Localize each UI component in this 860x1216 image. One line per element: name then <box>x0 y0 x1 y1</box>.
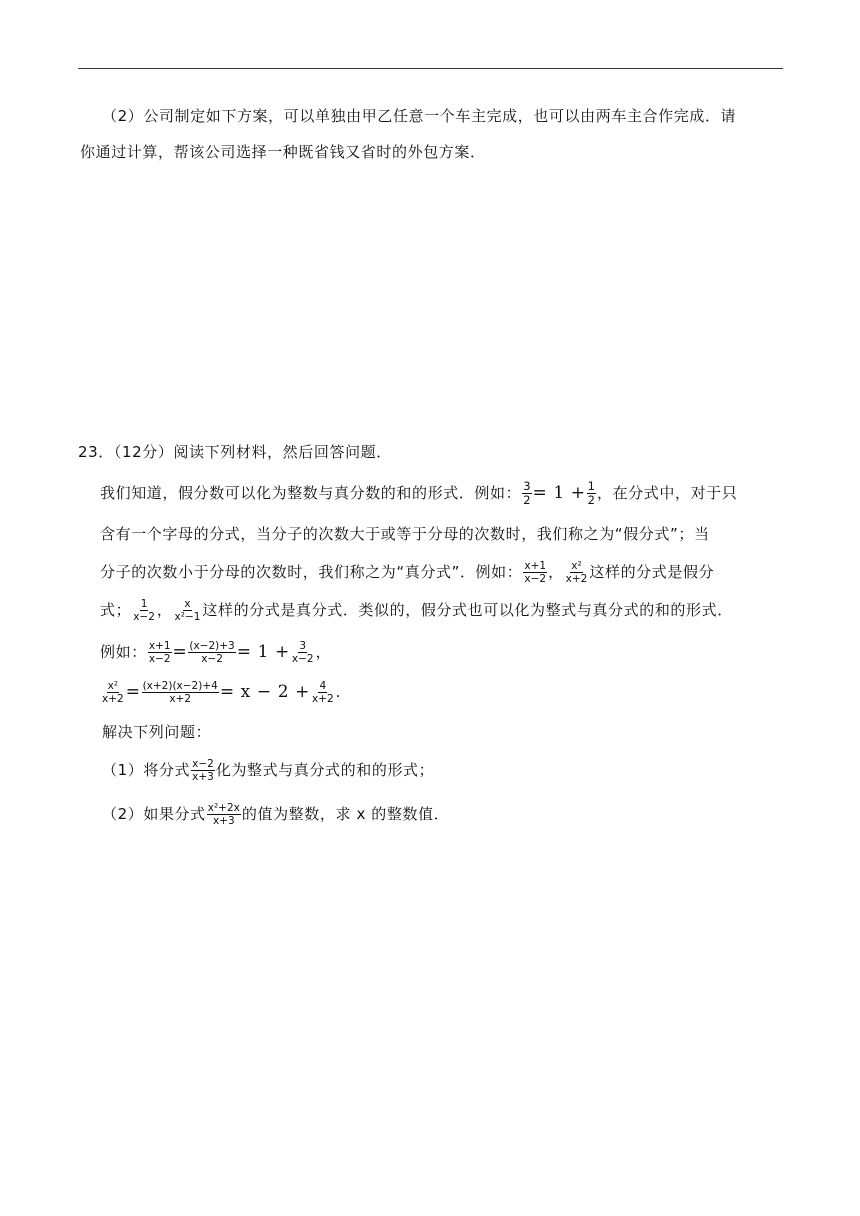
fraction-numerator: 1 <box>140 598 148 610</box>
fraction-numerator: x² <box>571 560 582 572</box>
fraction-middle <box>142 680 219 705</box>
q23-header: 23．（12分）阅读下列材料，然后回答问题． <box>78 443 392 461</box>
example-label: 例如： <box>100 643 147 661</box>
fraction-numerator: 4 <box>319 680 327 692</box>
q23-line1-text-a: 我们知道，假分数可以化为整数与真分数的和的形式．例如： <box>100 484 522 502</box>
fraction-denominator: x+2 <box>102 693 124 705</box>
fraction-denominator: x²−1 <box>174 611 201 623</box>
q22-part2-line2: 你通过计算，帮该公司选择一种既省钱又省时的外包方案． <box>80 143 486 161</box>
fraction-lhs <box>101 680 125 705</box>
fraction-rhs <box>291 640 315 665</box>
fraction-denominator: x+2 <box>565 573 588 585</box>
fraction-x2-plus-2x-over-x-plus-3 <box>207 802 241 827</box>
comma: ， <box>315 643 332 661</box>
fraction-numerator: 3 <box>523 479 531 493</box>
equals-sign: = <box>172 642 188 662</box>
fraction-x-plus-1-over-x-minus-2 <box>523 560 547 585</box>
fraction-denominator: x−2 <box>133 611 155 623</box>
fraction-denominator: x+2 <box>311 693 334 705</box>
fraction-denominator: x+3 <box>212 815 235 827</box>
period: . <box>335 683 342 701</box>
q23-part2-text-b: 的值为整数，求 x 的整数值． <box>241 805 450 823</box>
fraction-numerator: x+1 <box>148 640 171 652</box>
fraction-denominator: 2 <box>587 493 595 507</box>
q23-line1-text-b: ，在分式中，对于只 <box>596 484 738 502</box>
equals-one-plus: = 1 + <box>236 642 290 662</box>
q22-part2-line1: （2）公司制定如下方案，可以单独由甲乙任意一个车主完成，也可以由两车主合作完成．请 <box>102 107 737 125</box>
fraction-numerator: x² <box>107 680 119 692</box>
fraction-denominator: x−2 <box>201 653 223 665</box>
fraction-lhs <box>148 640 172 665</box>
fraction-denominator: x−2 <box>148 653 171 665</box>
q23-line2: 含有一个字母的分式，当分子的次数大于或等于分母的次数时，我们称之为“假分式”；当 <box>100 525 710 543</box>
q23-part1 <box>102 758 434 783</box>
fraction-denominator: x+2 <box>169 693 192 705</box>
q23-line3 <box>100 560 714 585</box>
solve-heading: 解决下列问题： <box>102 723 212 741</box>
q23-line4-text-a: 式； <box>100 601 132 619</box>
fraction-numerator: 3 <box>299 640 307 652</box>
fraction-x-over-x-squared-minus-1 <box>174 598 202 623</box>
fraction-numerator: 1 <box>587 479 595 493</box>
fraction-numerator: x <box>184 598 191 610</box>
fraction-denominator: x−2 <box>524 573 547 585</box>
fraction-3-2 <box>522 480 531 507</box>
q23-line3-text-a: 分子的次数小于分母的次数时，我们称之为“真分式”．例如： <box>100 563 523 581</box>
q23-part1-text-a: （1）将分式 <box>102 761 191 779</box>
q23-line4 <box>100 598 733 623</box>
fraction-numerator: x−2 <box>192 758 214 770</box>
comma: ， <box>156 601 173 619</box>
fraction-x-squared-over-x-plus-2 <box>565 560 589 585</box>
fraction-1-over-x-minus-2 <box>132 598 156 623</box>
fraction-numerator: (x−2)+3 <box>189 640 235 652</box>
q23-part2-text-a: （2）如果分式 <box>102 805 206 823</box>
example-2-line <box>100 680 341 705</box>
fraction-1-2 <box>587 480 596 507</box>
fraction-denominator: x+3 <box>192 771 214 783</box>
equals-x-minus-2-plus: = x − 2 + <box>219 682 310 702</box>
q23-line1 <box>100 480 737 507</box>
fraction-numerator: x²+2x <box>207 802 240 814</box>
q23-line3-text-b: 这样的分式是假分 <box>589 563 715 581</box>
fraction-numerator: x+1 <box>524 560 547 572</box>
q23-part1-text-b: 化为整式与真分式的和的形式； <box>215 761 435 779</box>
fraction-x-minus-2-over-x-plus-3 <box>191 758 215 783</box>
equals-sign: = <box>125 682 141 702</box>
fraction-denominator: x−2 <box>291 653 314 665</box>
fraction-middle <box>188 640 235 665</box>
fraction-numerator: (x+2)(x−2)+4 <box>142 680 218 692</box>
q23-line4-text-b: 这样的分式是真分式．类似的，假分式也可以化为整式与真分式的和的形式． <box>202 601 733 619</box>
fraction-rhs <box>311 680 335 705</box>
q23-part2 <box>102 802 449 827</box>
fraction-denominator: 2 <box>523 493 531 507</box>
comma: ， <box>548 563 564 581</box>
equals-one-plus: = 1 + <box>532 483 586 503</box>
header-rule <box>78 68 783 69</box>
example-1-line <box>100 640 331 665</box>
